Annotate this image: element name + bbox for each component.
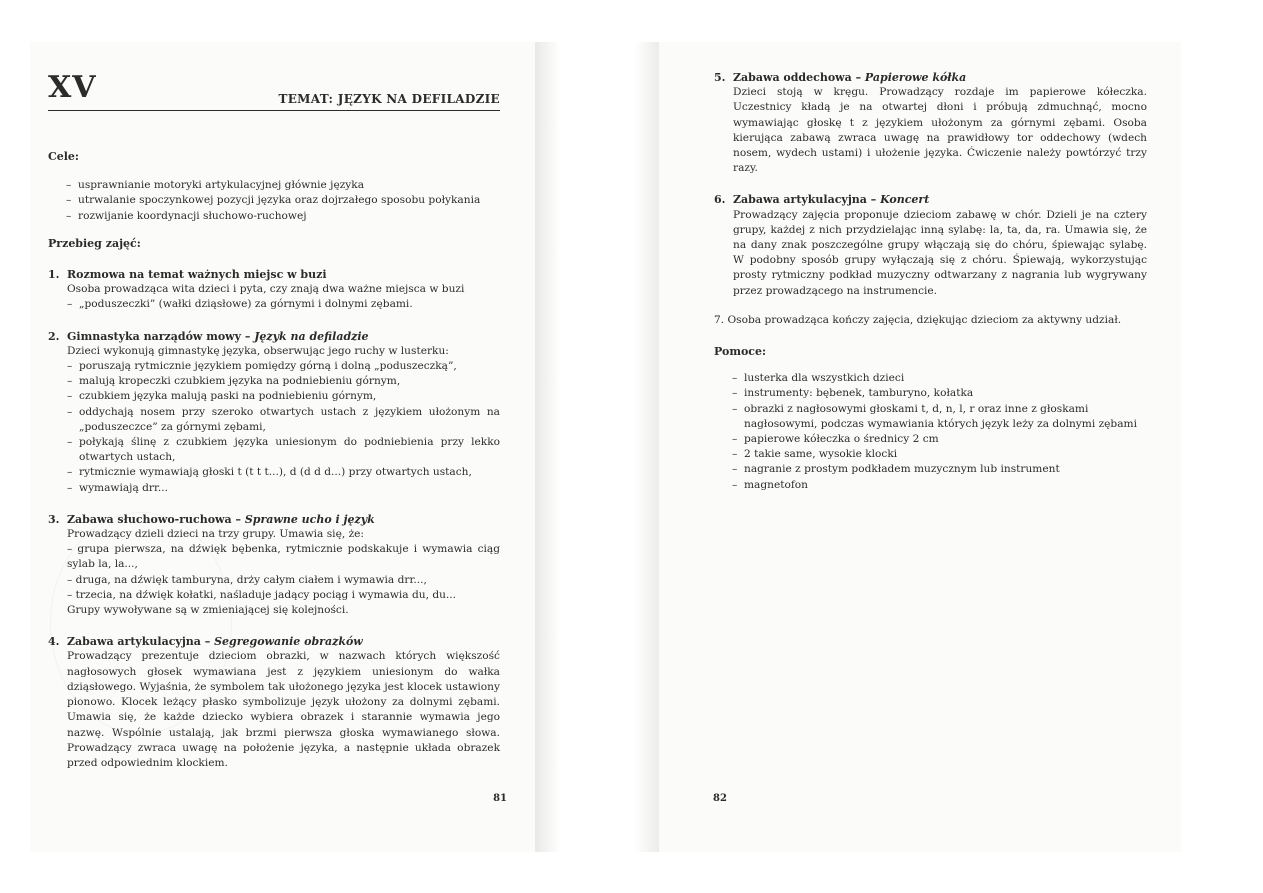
paragraph: – grupa pierwsza, na dźwięk bębenka, rytmicznie podskakuje i wymawia ciąg sylab la, la...,: [67, 543, 500, 571]
bullet-item: – „poduszeczki” (wałki dziąsłowe) za górnymi i dolnymi zębami.: [67, 297, 500, 312]
section: [48, 634, 500, 771]
aid-item: – instrumenty: bębenek, tamburyno, kołatka: [732, 386, 1147, 401]
section-title-text: Rozmowa na temat ważnych miejsc w buzi: [67, 268, 327, 282]
aids-list: [732, 371, 1147, 493]
section-title-text: Zabawa słuchowo-ruchowa –: [67, 512, 245, 526]
goals-heading: Cele:: [48, 150, 79, 163]
section: [48, 512, 500, 618]
bullet-item: – oddychają nosem przy szeroko otwartych ustach z językiem ułożonym na „poduszeczce” za górnymi zębami,: [67, 405, 500, 435]
section-body: [714, 85, 1147, 176]
goal-item: – utrwalanie spoczynkowej pozycji języka oraz dojrzałego sposobu połykania: [66, 193, 500, 208]
section-subtitle: Język na defiladzie: [254, 329, 369, 343]
section-body: [48, 527, 500, 618]
right-page: [659, 42, 1181, 852]
section: [48, 329, 500, 496]
section-title-text: Zabawa oddechowa –: [733, 71, 865, 84]
section-subtitle: Papierowe kółka: [864, 71, 967, 84]
bullet-item: – rytmicznie wymawiają głoski t (t t t...), d (d d d...) przy otwartych ustach,: [67, 465, 500, 480]
aid-item: – nagranie z prostym podkładem muzycznym lub instrument: [732, 462, 1147, 477]
section-number: 6.: [714, 193, 726, 207]
paragraph: – druga, na dźwięk tamburyna, drży całym ciałem i wymawia drr...,: [67, 573, 427, 586]
section: [714, 70, 1147, 176]
section-title: [48, 329, 500, 344]
section-number: 5.: [714, 71, 726, 84]
section-subtitle: Segregowanie obrazków: [214, 635, 363, 649]
aid-item: – obrazki z nagłosowymi głoskami t, d, n, l, r oraz inne z głoskami nagłosowymi, podczas wymawiania których język leży za dolnymi zębami: [732, 402, 1147, 432]
section-title: [714, 192, 1147, 207]
section-title: [48, 634, 500, 649]
paragraph: Prowadzący dzieli dzieci na trzy grupy. Umawia się, że:: [67, 528, 364, 541]
book-gutter: [535, 42, 659, 852]
paragraph: Grupy wywoływane są w zmieniającej się kolejności.: [67, 604, 349, 617]
section-title-text: Zabawa artykulacyjna –: [67, 635, 215, 649]
paragraph: Dzieci wykonują gimnastykę języka, obserwując jego ruchy w lusterku:: [67, 344, 449, 357]
aid-item: – papierowe kółeczka o średnicy 2 cm: [732, 432, 1147, 447]
section-subtitle: Koncert: [880, 193, 930, 207]
bullet-item: – malują kropeczki czubkiem języka na podniebieniu górnym,: [67, 374, 500, 389]
page-number-right: 82: [713, 793, 727, 804]
section-number: 3.: [48, 512, 60, 526]
paragraph: – trzecia, na dźwięk kołatki, naśladuje jadący pociąg i wymawia du, du...: [67, 588, 457, 601]
bullet-item: – poruszają rytmicznie językiem pomiędzy górną i dolną „poduszeczką”,: [67, 359, 500, 374]
section-title: [714, 70, 1147, 85]
left-page: [30, 42, 535, 852]
aid-item: – lusterka dla wszystkich dzieci: [732, 371, 1147, 386]
section-title-text: Gimnastyka narządów mowy –: [67, 329, 255, 343]
section-title: [48, 267, 500, 282]
paragraph: Osoba prowadząca wita dzieci i pyta, czy znają dwa ważne miejsca w buzi: [67, 283, 465, 296]
page-number-left: 81: [493, 793, 507, 804]
closing-line: 7. Osoba prowadząca kończy zajęcia, dziękując dzieciom za aktywny udział.: [714, 313, 1122, 326]
left-page-content: [48, 70, 500, 771]
chapter-title: TEMAT: JĘZYK NA DEFILADZIE: [278, 91, 500, 106]
goals-list: [66, 178, 500, 224]
goal-item: – rozwijanie koordynacji słuchowo-ruchowej: [66, 209, 500, 224]
section-body: [48, 282, 500, 312]
section: [48, 267, 500, 313]
paragraph: Prowadzący prezentuje dzieciom obrazki, w nazwach których większość nagłosowych głosek wymawiana jest z językiem uniesionym do wałka dziąsłowego. Wyjaśnia, że symbolem tak ułożonego języka jest klocek ustawiony pionowo. Klocek leżący płasko symbolizuje język ułożony za dolnymi zębami. Umawia się, że każde dziecko wybiera obrazek i starannie wymawia jego nazwę. Wspólnie ustalają, jak brzmi pierwsza głoska wymawianego słowa. Prowadzący zwraca uwagę na położenie języka, a następnie układa obrazek przed odpowiednim klockiem.: [67, 650, 500, 769]
paragraph: Prowadzący zajęcia proponuje dzieciom zabawę w chór. Dzieli je na cztery grupy, każdej z nich przydzielając inną sylabę: la, ta, da, ra. Umawia się, że na dany znak poszczególne grupy włączają się do chóru, śpiewając sylabę. W podobny sposób grupy wyłączają się z chóru. Śpiewają, wykorzystując prosty rytmiczny podkład muzyczny odtwarzany z nagrania lub wygrywany przez prowadzącego na instrumencie.: [733, 208, 1147, 297]
chapter-number: XV: [48, 70, 97, 105]
left-sections: [48, 267, 500, 771]
bullet-item: – połykają ślinę z czubkiem języka uniesionym do podniebienia przy lekko otwartych ustach,: [67, 435, 500, 465]
section-body: [48, 344, 500, 496]
bullet-item: – wymawiają drr...: [67, 481, 500, 496]
section-subtitle: Sprawne ucho i język: [244, 512, 375, 526]
paragraph: Dzieci stoją w kręgu. Prowadzący rozdaje im papierowe kółeczka. Uczestnicy kładą je na otwartej dłoni i próbują zdmuchnąć, mocno wymawiając głoskę t z językiem ułożonym za górnymi zębami. Osoba kierująca zabawą zwraca uwagę na prawidłowy tor oddechowy (wdech nosem, wydech ustami) i ułożenie języka. Ćwiczenie należy powtórzyć trzy razy.: [733, 86, 1147, 175]
section-number: 1.: [48, 268, 60, 282]
section-body: [714, 208, 1147, 299]
bullet-item: – czubkiem języka malują paski na podniebieniu górnym,: [67, 389, 500, 404]
aids-heading: Pomoce:: [714, 345, 767, 359]
course-heading: Przebieg zajęć:: [48, 236, 141, 250]
right-page-content: [714, 70, 1147, 505]
chapter-header: [48, 70, 500, 111]
section-number: 4.: [48, 635, 60, 649]
aid-item: – 2 takie same, wysokie klocki: [732, 447, 1147, 462]
section-title-text: Zabawa artykulacyjna –: [733, 193, 881, 207]
section-number: 2.: [48, 329, 60, 343]
goal-item: – usprawnianie motoryki artykulacyjnej głównie języka: [66, 178, 500, 193]
section: [714, 192, 1147, 298]
aid-item: – magnetofon: [732, 478, 1147, 493]
section-title: [48, 512, 500, 527]
right-sections: [714, 70, 1147, 299]
section-body: [48, 649, 500, 771]
